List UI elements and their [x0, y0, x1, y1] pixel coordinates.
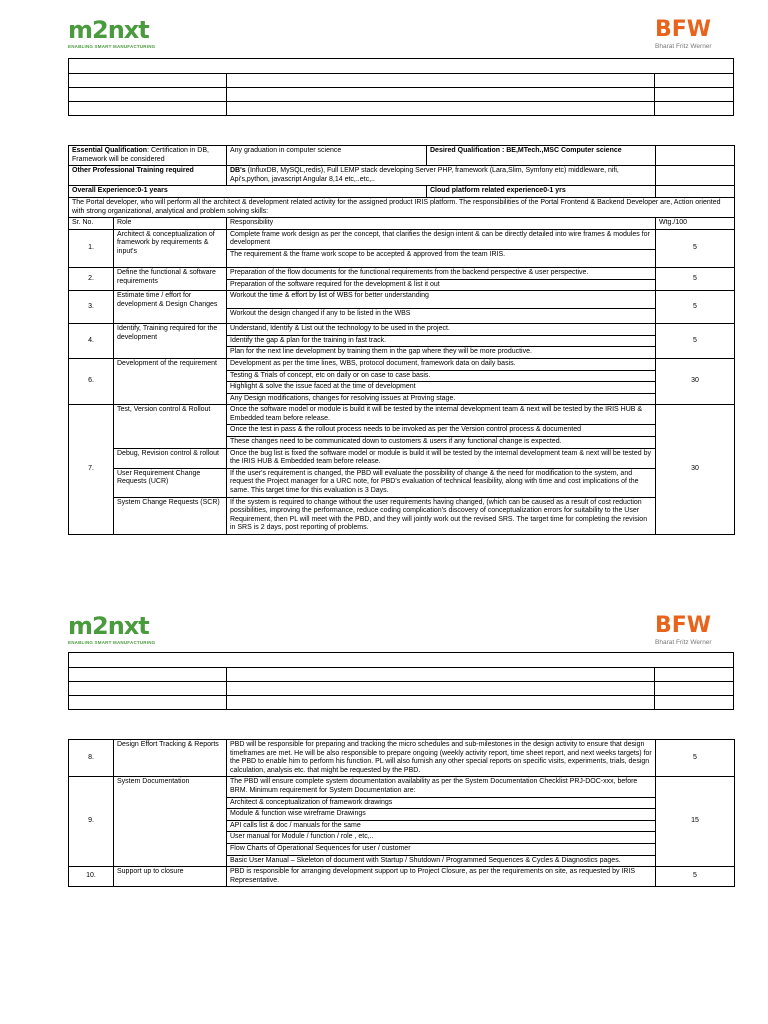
- essential-qualification-cell: [69, 146, 227, 166]
- document-page-2: [0, 600, 768, 1024]
- role-cell: System Change Requests (SCR): [114, 497, 227, 534]
- responsibility-cell: Workout the time & effort by list of WBS for better understanding: [227, 291, 656, 309]
- responsibility-cell: These changes need to be communicated down to customers & users if any functional change is expected.: [227, 437, 656, 449]
- header-cell: [655, 668, 734, 682]
- header-cell: [69, 59, 734, 74]
- header-cell: [655, 88, 734, 102]
- header-cell: [226, 88, 654, 102]
- responsibility-cell: Plan for the next line development by training them in the gap where they will be more productive.: [227, 347, 656, 359]
- responsibility-cell: PBD will be responsible for preparing and tracking the micro schedules and sub-milestones in the design activity to ensure that design timeframes are met. He will be also responsible to prepare ongoing (weekly activity report, time sheet report, and next weeks targets) for the PBD to enable him to perform his function. PL will also furnish any other special reports on specific visits, experiments, trials, design calculation, analysis etc. that might be requested by the PBD.: [227, 740, 656, 777]
- column-header-role: Role: [114, 218, 227, 230]
- m2nxt-logo-text: m2nxt: [68, 612, 149, 640]
- role-intro: The Portal developer, who will perform all the architect & development related activity for the assigned product IRIS platform. The responsibilities of the Portal Frontend & Backend Developer are, Action oriented with strong organizational, analytical and problem solving skills:: [69, 197, 735, 217]
- role-cell: Support up to closure: [114, 867, 227, 887]
- responsibility-cell: Basic User Manual – Skeleton of document with Startup / Shutdown / Programmed Sequences & Cycles & Diagnostics pages.: [227, 855, 656, 867]
- row-number: 10.: [69, 867, 114, 887]
- header-cell: [69, 653, 734, 668]
- bfw-logo-tagline: Bharat Fritz Werner: [655, 43, 712, 50]
- header-cell: [226, 696, 654, 710]
- header-cell: [226, 668, 654, 682]
- responsibility-cell: User manual for Module / function / role , etc,..: [227, 832, 656, 844]
- bfw-logo: [655, 18, 735, 60]
- cloud-experience: Cloud platform related experience0-1 yrs: [427, 186, 656, 198]
- responsibility-cell: API calls list & doc / manuals for the same: [227, 820, 656, 832]
- bfw-logo-tagline: Bharat Fritz Werner: [655, 639, 712, 646]
- responsibility-cell: Flow Charts of Operational Sequences for user / customer: [227, 843, 656, 855]
- responsibility-cell: Testing & Trials of concept, etc on daily or on case to case basis.: [227, 370, 656, 382]
- role-cell: Development of the requirement: [114, 358, 227, 404]
- header-cell: [655, 102, 734, 116]
- row-number: 8.: [69, 740, 114, 777]
- header-cell: [69, 74, 227, 88]
- empty-cell: [656, 166, 735, 186]
- other-training-label: Other Professional Training required: [69, 166, 227, 186]
- other-training-prefix: DB's: [230, 167, 246, 175]
- row-number: 4.: [69, 324, 114, 359]
- role-cell: Test, Version control & Rollout: [114, 405, 227, 448]
- responsibility-cell: Any Design modifications, changes for resolving issues at Proving stage.: [227, 393, 656, 405]
- responsibility-cell: Identify the gap & plan for the training in fast track.: [227, 335, 656, 347]
- header-cell: [226, 102, 654, 116]
- column-header-weight: Wtg./100: [656, 218, 735, 230]
- responsibility-cell: Once the test in pass & the rollout process needs to be invoked as per the Version control process & documented: [227, 425, 656, 437]
- bfw-logo: [655, 614, 735, 656]
- responsibility-cell: Development as per the time lines, WBS, protocol document, framework data on daily basis.: [227, 358, 656, 370]
- row-number: 2.: [69, 267, 114, 290]
- essential-qualification-text: : Certification in DB, Framework will be considered: [72, 147, 209, 163]
- responsibility-cell: Preparation of the software required for the development & list it out: [227, 279, 656, 291]
- weight-cell: 5: [656, 267, 735, 290]
- responsibility-cell: Architect & conceptualization of framework drawings: [227, 797, 656, 809]
- m2nxt-logo: [68, 18, 168, 58]
- bfw-logo-text: BFW: [655, 613, 712, 638]
- row-number: 6.: [69, 358, 114, 404]
- column-header-responsibility: Responsibility: [227, 218, 656, 230]
- weight-cell: 5: [656, 867, 735, 887]
- weight-cell: 30: [656, 358, 735, 404]
- other-training-text: (InfluxDB, MySQL,redis), Full LEMP stack developing Server PHP, framework (Lara,Slim, Symfony etc) middleware, nifi, Api's,python, javascript Angular 8,14 etc,..etc,..: [230, 167, 619, 183]
- header-cell: [69, 696, 227, 710]
- weight-cell: 30: [656, 405, 735, 535]
- responsibility-cell: Workout the design changed if any to be listed in the WBS: [227, 309, 656, 324]
- responsibility-table: [68, 145, 735, 535]
- responsibility-cell: Complete frame work design as per the concept, that clarifies the design intent & can be directly detailed into wire frames & modules for development: [227, 229, 656, 249]
- m2nxt-logo: [68, 614, 168, 654]
- role-cell: System Documentation: [114, 777, 227, 867]
- row-number: 7.: [69, 405, 114, 535]
- responsibility-cell: The requirement & the frame work scope to be accepted & approved from the team IRIS.: [227, 249, 656, 267]
- role-cell: Define the functional & software requirements: [114, 267, 227, 290]
- responsibility-cell: PBD is responsible for arranging development support up to Project Closure, as per the requirements on site, as requested by IRIS Representative.: [227, 867, 656, 887]
- row-number: 9.: [69, 777, 114, 867]
- role-cell: Architect & conceptualization of framework by requirements & input's: [114, 229, 227, 267]
- role-cell: Debug, Revision control & rollout: [114, 448, 227, 468]
- header-cell: [655, 74, 734, 88]
- other-training-value: [227, 166, 656, 186]
- header-cell: [655, 696, 734, 710]
- role-cell: Identify, Training required for the development: [114, 324, 227, 359]
- row-number: 1.: [69, 229, 114, 267]
- weight-cell: 5: [656, 324, 735, 359]
- header-cell: [69, 682, 227, 696]
- empty-cell: [656, 146, 735, 166]
- responsibility-cell: If the system is required to change without the user requirements having changed, (which can be caused as a result of cost reduction possibilities, improving the performance, reduce coding complication's discovery of conceptualization errors for suitability to the User Requirement, then PL will meet with the PBD, and they will jointly work out the revised SRS. The target time for completing the revision in SRS is 2 days, post reporting of problems.: [227, 497, 656, 534]
- header-cell: [69, 668, 227, 682]
- overall-experience: Overall Experience:0-1 years: [69, 186, 427, 198]
- weight-cell: 5: [656, 291, 735, 324]
- header-cell: [655, 682, 734, 696]
- essential-qualification-label: Essential Qualification: [72, 147, 148, 154]
- header-cell: [226, 682, 654, 696]
- responsibility-cell: If the user's requirement is changed, the PBD will evaluate the possibility of change & the need for modification to the system, and request the Project manager for a URC note, for PBD's evaluation of technical feasibility, along with time and cost implications of the same. This target time for this evaluation is 3 Days.: [227, 468, 656, 497]
- header-grid: [68, 652, 734, 710]
- m2nxt-logo-tagline: ENABLING SMART MANUFACTURING: [68, 640, 156, 645]
- responsibility-cell: Understand, Identify & List out the technology to be used in the project.: [227, 324, 656, 336]
- responsibility-cell: Highlight & solve the issue faced at the time of development: [227, 382, 656, 394]
- empty-cell: [656, 186, 735, 198]
- weight-cell: 5: [656, 740, 735, 777]
- responsibility-table-continued: [68, 739, 735, 887]
- role-cell: Design Effort Tracking & Reports: [114, 740, 227, 777]
- weight-cell: 5: [656, 229, 735, 267]
- header-cell: [226, 74, 654, 88]
- header-cell: [69, 102, 227, 116]
- responsibility-cell: Module & function wise wireframe Drawings: [227, 809, 656, 821]
- header-cell: [69, 88, 227, 102]
- desired-qualification: Desired Qualification : BE,MTech.,MSC Computer science: [427, 146, 656, 166]
- weight-cell: 15: [656, 777, 735, 867]
- responsibility-cell: Once the software model or module is build it will be tested by the internal development team & next will be tested by the IRIS HUB & Embedded team before release.: [227, 405, 656, 425]
- header-grid: [68, 58, 734, 116]
- responsibility-cell: Preparation of the flow documents for the functional requirements from the backend perspective & user perspective.: [227, 267, 656, 279]
- role-cell: Estimate time / effort for development & Design Changes: [114, 291, 227, 324]
- m2nxt-logo-text: m2nxt: [68, 16, 149, 44]
- m2nxt-logo-tagline: ENABLING SMART MANUFACTURING: [68, 44, 156, 49]
- essential-qualification-value: Any graduation in computer science: [227, 146, 427, 166]
- responsibility-cell: The PBD will ensure complete system documentation availability as per the System Documentation Checklist PRJ-DOC-xxx, before BRM. Minimum requirement for System Documentation are:: [227, 777, 656, 797]
- role-cell: User Requirement Change Requests (UCR): [114, 468, 227, 497]
- column-header-sr: Sr. No.: [69, 218, 114, 230]
- responsibility-cell: Once the bug list is fixed the software model or module is build it will be tested by the internal development team & next will be tested by the IRIS HUB & Embedded team before release.: [227, 448, 656, 468]
- row-number: 3.: [69, 291, 114, 324]
- bfw-logo-text: BFW: [655, 17, 712, 42]
